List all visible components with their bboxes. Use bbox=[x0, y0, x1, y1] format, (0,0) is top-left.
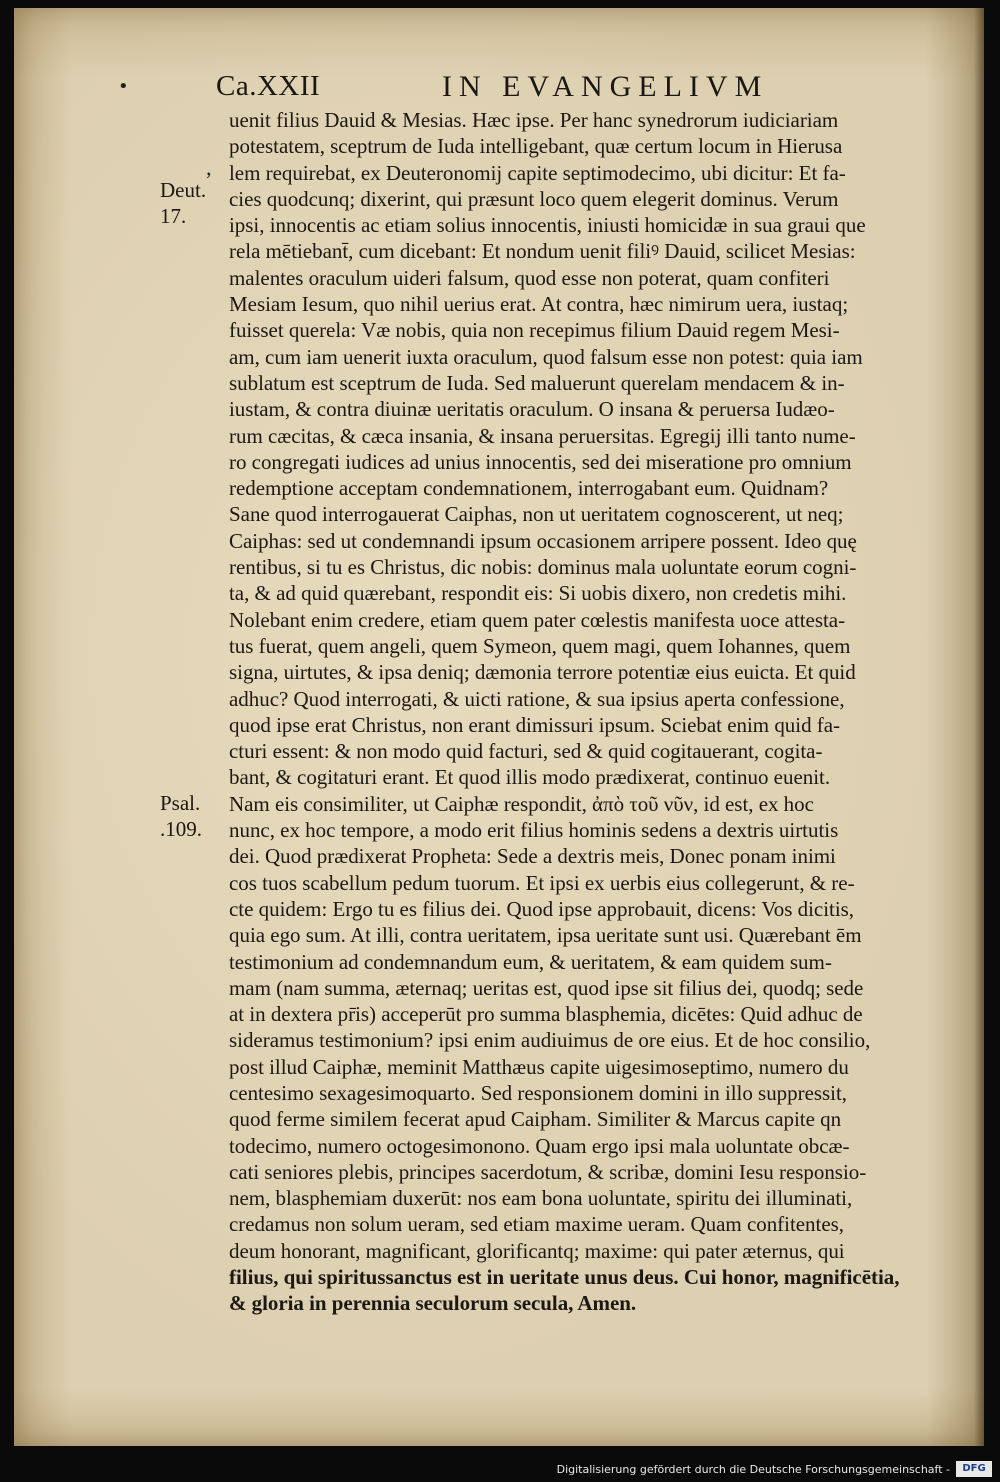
dfg-logo: DFG bbox=[956, 1461, 992, 1477]
text-line: redemptione acceptam condemnationem, interrogabant eum. Quidnam? bbox=[229, 476, 829, 501]
margin-note-psal bbox=[160, 790, 202, 842]
text-line: nem, blasphemiam duxerūt: nos eam bona uoluntate, spiritu dei illuminati, bbox=[229, 1186, 853, 1211]
body-text bbox=[229, 107, 959, 1317]
text-line: nunc, ex hoc tempore, a modo erit filius hominis sedens a dextris uirtutis bbox=[229, 818, 839, 843]
text-line: & gloria in perennia seculorum secula, Amen. bbox=[229, 1291, 637, 1316]
text-line: quod ferme similem fecerat apud Caipham. Similiter & Marcus capite qn bbox=[229, 1107, 842, 1132]
margin-comma: , bbox=[206, 155, 212, 180]
text-line: adhuc? Quod interrogati, & uicti ratione, & sua ipsius aperta confessione, bbox=[229, 686, 845, 711]
text-line: ta, & ad quid quærebant, respondit eis: Si uobis dixero, non credetis mihi. bbox=[229, 581, 847, 606]
text-line: filius, qui spiritussanctus est in ueritate unus deus. Cui honor, magnificētia, bbox=[229, 1265, 900, 1290]
text-line: tus fuerat, quem angeli, quem Symeon, quem magi, quem Iohannes, quem bbox=[229, 633, 851, 658]
text-line: quod ipse erat Christus, non erant dimissuri ipsum. Sciebat enim quid fa- bbox=[229, 712, 840, 737]
text-line: am, cum iam uenerit iuxta oraculum, quod falsum esse non potest: quia iam bbox=[229, 344, 863, 369]
text-line: ro congregati iudices ad unius innocentis, sed dei miseratione pro omnium bbox=[229, 449, 852, 474]
text-line: uenit filius Dauid & Mesias. Hæc ipse. Per hanc synedrorum iudiciariam bbox=[229, 108, 839, 132]
text-line: todecimo, numero octogesimonono. Quam ergo ipsi mala uoluntate obcæ- bbox=[229, 1133, 850, 1158]
text-line: at in dextera pr̄is) acceperūt pro summa blasphemia, dicētes: Quid adhuc de bbox=[229, 1002, 863, 1027]
margin-note-psal-book: Psal. bbox=[160, 791, 201, 815]
text-line: Mesiam Iesum, quo nihil uerius erat. At contra, hæc nimirum uera, iustaq; bbox=[229, 292, 849, 317]
funding-credit: Digitalisierung gefördert durch die Deutsche Forschungsgemeinschaft - bbox=[556, 1463, 950, 1476]
text-line: rum cæcitas, & cæca insania, & insana peruersitas. Egregij illi tanto nume- bbox=[229, 423, 856, 448]
margin-dot: • bbox=[118, 76, 129, 97]
text-line: Caiphas: sed ut condemnandi ipsum occasionem arripere possent. Ideo quę bbox=[229, 528, 857, 553]
text-line: Nam eis consimiliter, ut Caiphæ respondit, ἀπὸ τοῦ νῦν, id est, ex hoc bbox=[229, 791, 814, 816]
text-line: iustam, & contra diuinæ ueritatis oraculum. O insana & peruersa Iudæo- bbox=[229, 397, 835, 422]
text-line: bant, & cogitaturi erant. Et quod illis modo prædixerat, continuo euenit. bbox=[229, 765, 831, 790]
text-line: sideramus testimonium? ipsi enim audiuimus de ore eius. Et de hoc consilio, bbox=[229, 1028, 871, 1053]
text-line: cos tuos scabellum pedum tuorum. Et ipsi ex uerbis eius collegerunt, & re- bbox=[229, 870, 855, 895]
text-line: cati seniores plebis, principes sacerdotum, & scribæ, domini Iesu responsio- bbox=[229, 1159, 867, 1184]
text-line: potestatem, sceptrum de Iuda intelligebant, quæ certum locum in Hierusa bbox=[229, 134, 843, 159]
margin-note-psal-number: .109. bbox=[160, 817, 202, 841]
text-line: Nolebant enim credere, etiam quem pater cœlestis manifesta uoce attesta- bbox=[229, 607, 846, 632]
text-line: signa, uirtutes, & ipsa deniq; dæmonia terrore potentiæ eius euicta. Et quid bbox=[229, 660, 856, 685]
text-line: ipsi, innocentis ac etiam solius innocentis, iniusti homicidæ in sua graui que bbox=[229, 213, 866, 238]
text-line: cte quidem: Ergo tu es filius dei. Quod ipse approbauit, dicens: Vos dicitis, bbox=[229, 896, 855, 921]
text-line: cies quodcunq; dixerint, qui præsunt loco quem elegerit dominus. Verum bbox=[229, 186, 839, 211]
text-line: malentes oraculum uideri falsum, quod esse non poterat, quam confiteri bbox=[229, 265, 830, 290]
text-line: cturi essent: & non modo quid facturi, sed & quid cogitauerant, cogita- bbox=[229, 739, 823, 764]
text-line: quia ego sum. At illi, contra ueritatem, ipsa ueritate sunt usi. Quærebant ēm bbox=[229, 923, 862, 948]
margin-note-deut bbox=[160, 177, 206, 229]
text-line: rela mētiebant̄, cum dicebant: Et nondum uenit filiꝰ Dauid, scilicet Mesias: bbox=[229, 239, 856, 264]
chapter-number: Ca.XXII bbox=[216, 70, 321, 102]
text-line: mam (nam summa, æternaq; ueritas est, quod ipse sit filius dei, quodq; sede bbox=[229, 975, 864, 1000]
text-line: sublatum est sceptrum de Iuda. Sed maluerunt querelam mendacem & in- bbox=[229, 370, 845, 395]
text-line: post illud Caiphæ, meminit Matthæus capite uigesimoseptimo, numero du bbox=[229, 1054, 849, 1079]
text-line: Sane quod interrogauerat Caiphas, non ut ueritatem cognoscerent, ut neq; bbox=[229, 502, 844, 527]
text-line: fuisset querela: Væ nobis, quia non recepimus filium Dauid regem Mesi- bbox=[229, 318, 840, 343]
text-line: rentibus, si tu es Christus, dic nobis: dominus mala uoluntate eorum cogni- bbox=[229, 555, 857, 580]
margin-note-deut-book: Deut. bbox=[160, 178, 207, 202]
page-edge-shadow bbox=[974, 8, 984, 1446]
text-line: centesimo sexagesimoquarto. Sed responsionem domini in illo suppressit, bbox=[229, 1080, 848, 1105]
text-line: testimonium ad condemnandum eum, & ueritatem, & eam quidem sum- bbox=[229, 949, 832, 974]
running-title: IN EVANGELIVM bbox=[442, 70, 769, 103]
text-line: lem requirebat, ex Deuteronomij capite septimodecimo, ubi dicitur: Et fa- bbox=[229, 160, 846, 185]
margin-note-deut-chapter: 17. bbox=[160, 204, 187, 228]
text-line: deum honorant, magnificant, glorificantq; maxime: qui pater æternus, qui bbox=[229, 1238, 845, 1263]
text-line: credamus non solum ueram, sed etiam maxime ueram. Quam confitentes, bbox=[229, 1212, 844, 1237]
text-line: dei. Quod prædixerat Propheta: Sede a dextris meis, Donec ponam inimi bbox=[229, 844, 836, 869]
